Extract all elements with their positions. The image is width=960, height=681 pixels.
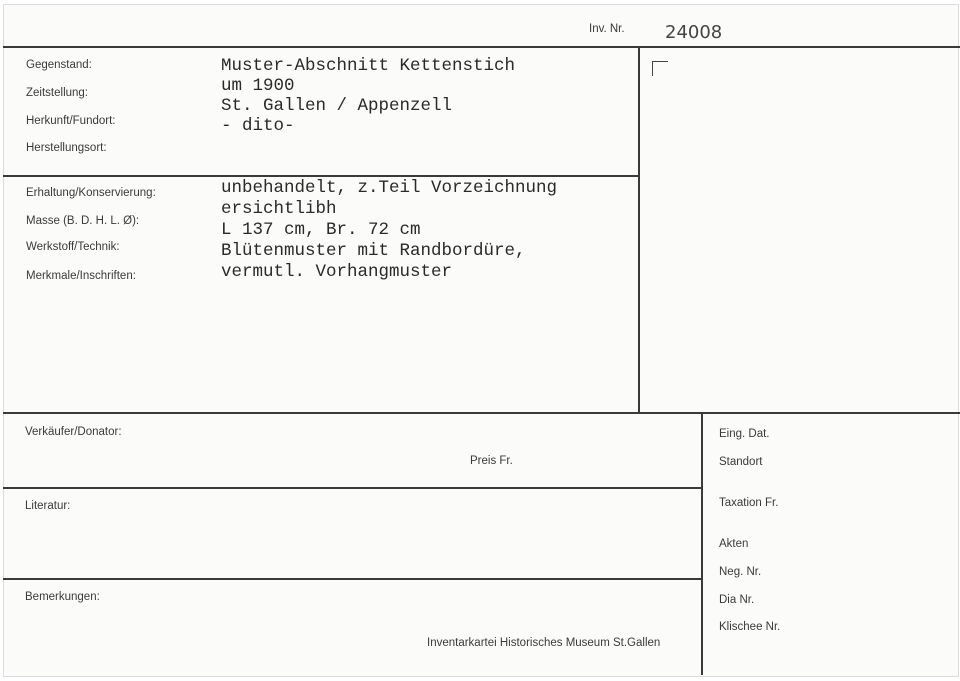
manufacture-place-value: - dito- — [221, 116, 295, 136]
image-box-divider — [638, 46, 640, 413]
material-value: Blütenmuster mit Randbordüre, — [221, 241, 526, 261]
lower-section-divider — [3, 412, 960, 414]
dating-value: um 1900 — [221, 76, 295, 96]
files-label: Akten — [719, 538, 749, 550]
literature-label: Literatur: — [25, 500, 71, 512]
dimensions-value: L 137 cm, Br. 72 cm — [221, 220, 421, 240]
literature-section-divider — [3, 578, 701, 580]
origin-label: Herkunft/Fundort: — [26, 115, 116, 127]
object-section-divider — [3, 175, 638, 177]
inventory-number: 24008 — [665, 22, 723, 43]
slide-number-label: Dia Nr. — [719, 594, 755, 606]
negative-number-label: Neg. Nr. — [719, 566, 762, 578]
card-footer: Inventarkartei Historisches Museum St.Gallen — [427, 637, 661, 649]
location-label: Standort — [719, 456, 763, 468]
material-label: Werkstoff/Technik: — [26, 241, 120, 253]
dating-label: Zeitstellung: — [26, 87, 89, 99]
entry-date-label: Eing. Dat. — [719, 428, 770, 440]
features-value: vermutl. Vorhangmuster — [221, 262, 453, 282]
object-value: Muster-Abschnitt Kettenstich — [221, 56, 516, 76]
seller-label: Verkäufer/Donator: — [25, 426, 122, 438]
inventory-number-label: Inv. Nr. — [589, 23, 625, 35]
image-corner-mark — [652, 61, 668, 76]
condition-value-line-2: ersichtlibh — [221, 199, 337, 219]
price-label: Preis Fr. — [470, 455, 513, 467]
features-label: Merkmale/Inschriften: — [26, 270, 136, 282]
side-column-divider — [701, 412, 703, 675]
dimensions-label: Masse (B. D. H. L. Ø): — [26, 215, 140, 227]
manufacture-place-label: Herstellungsort: — [26, 142, 107, 154]
plate-number-label: Klischee Nr. — [719, 621, 781, 633]
valuation-label: Taxation Fr. — [719, 497, 779, 509]
condition-label: Erhaltung/Konservierung: — [26, 187, 156, 199]
header-divider — [3, 46, 960, 48]
remarks-label: Bemerkungen: — [25, 591, 100, 603]
inventory-card — [3, 4, 959, 677]
origin-value: St. Gallen / Appenzell — [221, 96, 453, 116]
object-label: Gegenstand: — [26, 59, 92, 71]
seller-section-divider — [3, 487, 701, 489]
condition-value-line-1: unbehandelt, z.Teil Vorzeichnung — [221, 178, 558, 198]
